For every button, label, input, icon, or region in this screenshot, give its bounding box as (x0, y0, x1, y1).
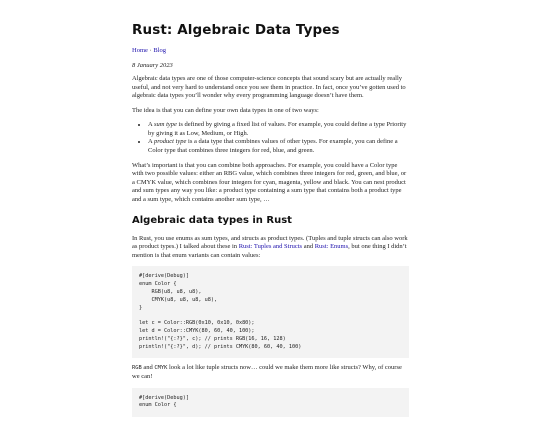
page-title: Rust: Algebraic Data Types (132, 22, 340, 38)
tuples-structs-link[interactable]: Rust: Tuples and Structs (238, 243, 303, 251)
type-list (132, 121, 409, 155)
breadcrumb-home-link[interactable]: Home (132, 47, 148, 54)
breadcrumb (132, 47, 166, 56)
enums-link[interactable]: Rust: Enums (314, 243, 349, 251)
post-date: 8 January 2023 (132, 62, 173, 69)
intro-paragraph: Algebraic data types are one of those computer-science concepts that sound scary but are actually really useful, and not very hard to understand once you see them in practice. In fact, once you’ve gotten used to algebraic data types you’ll wonder why every programming language doesn’t have them. (132, 75, 406, 100)
rust-text-middle: and (302, 243, 315, 251)
list-item-product-type (148, 138, 409, 155)
list-item-sum-type (148, 121, 409, 138)
code-block-enum-values: #[derive(Debug)] enum Color { RGB(u8, u8, u8), CMYK(u8, u8, u8, u8), } let c = Color::RGB(0x10, 0x10, 0x80); let d = Color::CMYK(80, 60, 40, 100); println!("{:?}", c); // prints RGB(16, 16, 128) println!("{:?}", d); // prints CMYK(80, 60, 40, 100) (132, 266, 409, 358)
list-item-text: is defined by giving a fixed list of values. For example, you could define a type Priority by giving it as Low, Medium, or High. (148, 121, 407, 137)
list-item-prefix: A (148, 138, 154, 146)
term-product-type: product type (153, 138, 187, 146)
breadcrumb-separator: · (147, 47, 154, 54)
section-heading: Algebraic data types in Rust (132, 214, 292, 226)
article-body (132, 75, 409, 423)
inline-code-rgb: RGB (132, 365, 142, 372)
after-code-paragraph (132, 364, 409, 381)
rust-text-after: , but one thing I didn’t mention is that enum variants can contain values: (132, 243, 407, 259)
code-block-enum-structs: #[derive(Debug)] enum Color { (132, 388, 409, 418)
breadcrumb-blog-link[interactable]: Blog (153, 47, 166, 54)
rust-paragraph (132, 235, 409, 261)
after-code-and: and (141, 364, 155, 372)
list-item-text: is a data type that combines values of other types. For example, you can define a Color type that combines three integers for red, blue, and green. (148, 138, 398, 155)
list-item-prefix: A (148, 121, 154, 129)
rust-text-before: In Rust, you use enums as sum types, and structs as product types. (Tuples and tuple structs can also work as product types.) I talked about these in (132, 234, 408, 251)
idea-paragraph: The idea is that you can define your own data types in one of two ways: (132, 106, 319, 114)
combine-paragraph: What’s important is that you can combine both approaches. For example, you could have a Color type with two possible values: either an RBG value, which combines three integers for red, green, and blue, or a CMYK value, which combines four integers for cyan, magenta, yellow and black. You can nest product and sum types any way you like: a product type containing a sum type that contains both a product type and a sum type, which contains another sum type, … (132, 161, 407, 203)
after-code-text: look a lot like tuple structs now… could we make them more like structs? Why, of course we can! (132, 364, 402, 380)
term-sum-type: sum type (153, 121, 177, 129)
inline-code-cmyk: CMYK (154, 365, 168, 372)
